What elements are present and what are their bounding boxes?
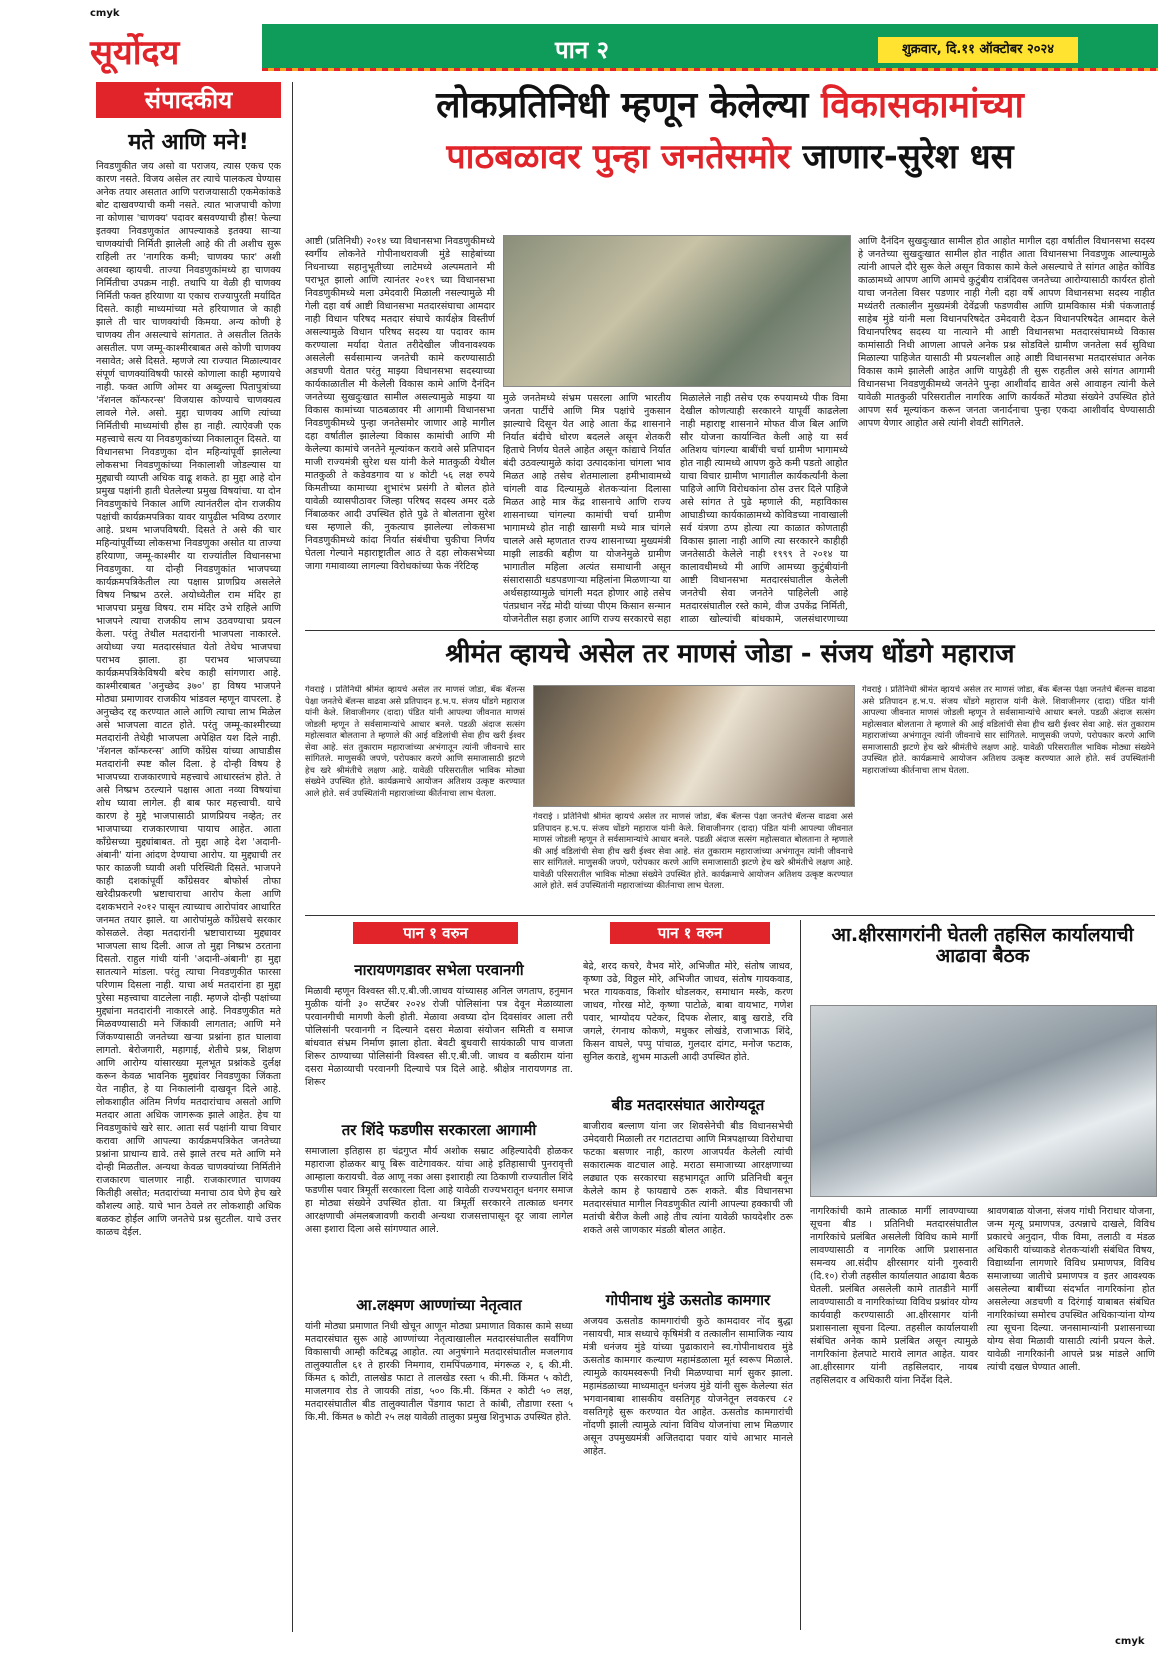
- lead-headline-line1-red: विकासकामांच्या: [820, 85, 1024, 126]
- second-story-body-right: गेवराई । प्रतिनिधी श्रीमंत व्हायचे असेल तर माणसं जोडा, बँक बॅलन्स पेक्षा जनतेचे बॅलन्स वाढवा असे प्रतिपादन ह.भ.प. संजय धोंडगे महाराज यांनी केले. शिवाजीनगर (दादा) पंडित यांनी आपल्या जीवनात माणसं जोडली म्हणून ते सर्वसामान्यांचे आधार बनले. पडळी अंदाज सत्संग महोत्सवात बोलताना ते म्हणाले की आई वडिलांची सेवा हीच खरी ईश्वर सेवा आहे. संत तुकाराम महाराजांच्या अभंगातून त्यांनी जीवनाचे सार सांगितले. माणुसकी जपणे, परोपकार करणे आणि समाजासाठी झटणे हेच खरे श्रीमंतीचे लक्षण आहे. यावेळी परिसरातील भाविक मोठ्या संख्येने उपस्थित होते. कार्यक्रमाचे आयोजन अतिशय उत्कृष्ट करण्यात आले होते. सर्व उपस्थितांनी महाराजांच्या कीर्तनाचा लाभ घेतला.: [862, 685, 1155, 776]
- issue-date: शुक्रवार, दि.११ ऑक्टोबर २०२४: [878, 37, 1078, 63]
- header-stripe: [262, 68, 1158, 71]
- continued-item5-title: बीड मतदारसंघात आरोग्यदूत: [611, 1096, 765, 1114]
- lead-headline-line2-black: जाणार-सुरेश धस: [802, 137, 1014, 177]
- continued-banner-right: पान १ वरुन: [610, 922, 770, 944]
- lead-story-photo: [503, 235, 851, 387]
- cmyk-mark-top: cmyk: [90, 8, 120, 19]
- continued-item5-body: बाजीराव बल्लाण यांना जर शिवसेनेची बीड विधानसभेची उमेदवारी मिळाली तर गटातटाचा आणि मित्रपक्षाच्या विरोधाचा फटका बसणार नाही, कारण आजपर्यंत केलेली त्यांची सकारात्मक वाटचाल आहे. मराठा समाजाच्या आरक्षणाच्या लढ्यात एक सरकारचा सहभागदूत आणि प्रतिनिधी बनून केलेले काम हे फायद्याचे ठरू शकते. बीड विधानसभा मतदारसंघात मागील निवडणुकीत त्यांनी आपल्या हक्काची जी मतांची बेरीज केली आहे तीच त्यांना यावेळी फायदेशीर ठरू शकते असे जाणकार मंडळी बोलत आहेत.: [583, 1121, 793, 1236]
- cmyk-mark-bottom: cmyk: [1115, 1636, 1145, 1647]
- lead-story-col2: मुळे जनतेमध्ये संभ्रम पसरला आणि भारतीय जनता पार्टीचे आणि मित्र पक्षांचे नुकसान झाल्याचे दिसून येत आहे आता केंद्र शासनाने निर्यात बंदीचे धोरण बदलले असून शेतकरी हिताचे निर्णय घेतले आहेत असून कांद्याचे निर्यात बंदी उठवल्यामुळे कांदा उत्पादकांना चांगला भाव मिळत आहे तसेच शेतमालाला हमीभावामध्ये चांगली वाढ दिल्यामुळे शेतकऱ्यांना दिलासा मिळत आहे मात्र केंद्र शासनाचे आणि राज्य शासनाच्या चांगल्या कामांची चर्चा ग्रामीण भागामध्ये होत नाही खासगी मध्ये मात्र चांगले चालले असे म्हणतात राज्य शासनाच्या मुख्यमंत्री माझी लाडकी बहीण या योजनेमुळे ग्रामीण भागातील महिला अत्यंत समाधानी असून संसारासाठी धडपडणाऱ्या महिलांना मिळणाऱ्या या अर्थसहाय्यामुळे चांगली मदत होणार आहे तसेच पंतप्रधान नरेंद्र मोदी यांच्या पीएम किसान सन्मान योजनेतील सहा हजार आणि राज्य सरकारचे सहा: [503, 393, 671, 625]
- meeting-story-headline: आ.क्षीरसागरांनी घेतली तहसिल कार्यालयाची आढावा बैठक: [831, 924, 1134, 968]
- continued-item2-body: समाजाला इतिहास हा चंद्रगुप्त मौर्य अशोक सम्राट अहिल्यादेवी होळकर महाराजा होळकर बापू बिरू वाटेगावकर. यांचा आहे इतिहासाची पुनरावृत्ती आम्हाला करायची. वेळ आणू नका असा इशाराही त्या ठिकाणी राज्यातील शिंदे फडणीस पवार त्रिमूर्ती सरकारला दिला आहे यावेळी राज्यभरातून धनगर समाज हा मोठ्या संख्येने उपस्थित होता. या त्रिमूर्ती सरकारने तात्काळ धनगर आरक्षणाची अंमलबजावणी करावी अन्यथा राजसत्तापासून दूर जावा लागेल असा इशारा दिला असे सांगण्यात आले.: [305, 1146, 573, 1235]
- section-divider-2: [305, 915, 1155, 916]
- continued-banner-left: पान १ वरुन: [353, 922, 518, 944]
- lead-story-col4: आणि दैनंदिन सुखदुःखात सामील होत आहोत मागील दहा वर्षातील विधानसभा सदस्य हे जनतेच्या सुखदुःखात सामील होत नाहीत आता विधानसभा निवडणुक आल्यामुळे त्यांनी आपले दौरे सुरू केले असून विकास कामे केले असल्याचे ते सांगत आहेत कोविड काळामध्ये आपण आणि आमचे कुटुंबीय रात्रंदिवस जनतेच्या आरोग्यासाठी कार्यरत होतो याचा जनतेला विसर पडणार नाही गेली दहा वर्षे आपण विधानसभा सदस्य नाहीत मध्यंतरी तत्कालीन मुख्यमंत्री देवेंद्रजी फडणवीस आणि ग्रामविकास मंत्री पंकजाताई साहेब मुंडे यांनी मला विधानपरिषदेत उमेदवारी देऊन विधानपरिषदेत आमदार केले विधानपरिषद सदस्य या नात्याने मी आष्टी विधानसभा मतदारसंघामध्ये विकास कामांसाठी निधी आणला आपले अनेक प्रश्न सोडविले ग्रामीण जनतेला सर्व सुविधा मिळाल्या पाहिजेत यासाठी मी प्रयत्नशील आहे आष्टी विधानसभा मतदारसंघात अनेक विकास कामे झालेली आहेत आणि यापुढेही ती सुरू राहतील असे सांगत आगामी विधानसभा निवडणुकीमध्ये जनतेने पुन्हा आशीर्वाद द्यावेत असे आवाहन त्यांनी केले यावेळी मातकुळी परिसरातील नागरिक आणि कार्यकर्ते मोठ्या संख्येने उपस्थित होते आपण सर्व मूल्यांकन करून जनता जनार्दनाचा पुन्हा एकदा आशीर्वाद घेण्यासाठी आपण येणार आहोत असे त्यांनी शेवटी सांगितले.: [858, 236, 1155, 429]
- section-divider: [305, 630, 1155, 631]
- lead-headline-line2-red: पाठबळावर पुन्हा जनतेसमोर: [446, 137, 791, 177]
- second-story-body-mid: गेवराई । प्रतिनिधी श्रीमंत व्हायचे असेल तर माणसं जोडा, बँक बॅलन्स पेक्षा जनतेचे बॅलन्स वाढवा असे प्रतिपादन ह.भ.प. संजय धोंडगे महाराज यांनी केले. शिवाजीनगर (दादा) पंडित यांनी आपल्या जीवनात माणसं जोडली म्हणून ते सर्वसामान्यांचे आधार बनले. पडळी अंदाज सत्संग महोत्सवात बोलताना ते म्हणाले की आई वडिलांची सेवा हीच खरी ईश्वर सेवा आहे. संत तुकाराम महाराजांच्या अभंगातून त्यांनी जीवनाचे सार सांगितले. माणुसकी जपणे, परोपकार करणे आणि समाजासाठी झटणे हेच खरे श्रीमंतीचे लक्षण आहे. यावेळी परिसरातील भाविक मोठ्या संख्येने उपस्थित होते. कार्यक्रमाचे आयोजन अतिशय उत्कृष्ट करण्यात आले होते. सर्व उपस्थितांनी महाराजांच्या कीर्तनाचा लाभ घेतला.: [533, 812, 853, 891]
- editorial-body: निवडणुकीत जय असो वा पराजय, त्यास एकच एक कारण नसते. विजय असेल तर त्याचे पालकत्व घेण्यास अनेक तयार असतात आणि पराजयासाठी एकमेकांकडे बोट दाखवण्याची कमी नसते. त्यात भाजपाची कोणा ना कोणास 'चाणक्य' पदावर बसवण्याची हौस! फेल्या इतक्या निवडणुकांत आपल्याकडे इतक्या साऱ्या चाणक्यांची निर्मिती झालेली आहे की ती अशीच सुरू राहिली तर 'नागरिक कमी; चाणक्य फार' अशी अवस्था व्हायची. ताज्या निवडणुकांमध्ये हा चाणक्य निर्मितीचा उपक्रम नाही. तथापि या वेळी ही चाणक्य निर्मिती फक्त हरियाणा या एकाच राज्यापुरती मर्यादित दिसते. काही माध्यमांच्या मते हरियाणात जे काही झाले ती चार चाणक्यांची किमया. अन्य कोणी हे चाणक्य तीन असल्याचे सांगतात. ते असतील तितके असतील. पण जम्मू-काश्मीरबाबत असे कोणी चाणक्य नसावेत; असे दिसते. म्हणजे त्या राज्यात मिळाल्यावर संपूर्ण चाणक्यांविषयी फारसे कोणाला काही म्हणायचे नाही. फक्त आणि ओमर या अब्दुल्ला पितापुत्रांच्या 'नॅशनल कॉन्फरन्स' विजयास कोण्याचे चाणक्यत्व लावले गेले. असो. मुद्दा चाणक्य आणि त्यांच्या निर्मितीची माध्यमांची हौस हा नाही. त्याऐवजी एक महत्त्वाचे सत्य या निवडणुकांच्या निकालातून दिसते. या विधानसभा निवडणुका दोन महिन्यांपूर्वी झालेल्या लोकसभा निवडणुकांच्या निकालाशी जोडल्यास या मुद्द्याची व्याप्ती अधिक वाढू शकते. हा मुद्दा आहे दोन प्रमुख पक्षांनी हाती घेतलेल्या प्रमुख विषयांचा. या दोन निवडणुकांचे निकाल आणि त्यानंतरील दोन राजकीय पक्षांची कार्यक्रमपत्रिका यावर यापुढील भविष्य ठरणार आहे. प्रथम भाजपविषयी. दिसते ते असे की चार महिन्यांपूर्वीच्या लोकसभा निवडणुका असोत या ताज्या हरियाणा, जम्मू-काश्मीर या राज्यांतील विधानसभा निवडणुका. या दोन्ही निवडणुकांत भाजपच्या कार्यक्रमपत्रिकेतील त्या पक्षास प्राणप्रिय असलेले विषय निष्प्रभ ठरले. अयोध्येतील राम मंदिर हा भाजपचा प्रमुख विषय. राम मंदिर उभे राहिले आणि भाजपने त्याचा राजकीय लाभ उठवण्याचा प्रयत्न केला. परंतु तेथील मतदारांनी भाजपला नाकारले. अयोध्या ज्या मतदारसंघात येतो तेथेच भाजपचा पराभव झाला. हा पराभव भाजपच्या कार्यक्रमपत्रिकेविषयी बरेच काही सांगणारा आहे. काश्मीरबाबत 'अनुच्छेद ३७०' हा विषय भाजपने मोठ्या प्रमाणावर राजकीय भांडवल म्हणून वापरला. हे अनुच्छेद रद्द करण्यात आले आणि त्याचा लाभ मिळेल असे भाजपला वाटत होते. परंतु जम्मू-काश्मीरच्या मतदारांनी तेथेही भाजपला अपेक्षित यश दिले नाही. 'नॅशनल कॉन्फरन्स' आणि काँग्रेस यांच्या आघाडीस मतदारांनी स्पष्ट कौल दिला. हे दोन्ही विषय हे भाजपच्या राजकारणाचे महत्त्वाचे आधारस्तंभ होते. ते असे निष्प्रभ ठरल्याने पक्षास आता नव्या विषयांचा शोध घ्यावा लागेल. ही बाब फार महत्त्वाची. याचे कारण हे मुद्दे भाजपासाठी प्राणप्रियच नव्हेत; तर भाजपाच्या राजकारणाचा पायाच आहेत. आता काँग्रेसच्या मुद्द्यांबाबत. तो मुद्दा आहे देश 'अदानी-अंबानी' यांना आंदण देण्याचा आरोप. या मुद्द्याची तर फार काळजी घ्यावी अशी परिस्थिती दिसते. भाजपने काही दशकांपूर्वी काँग्रेसवर बोफोर्स तोफा खरेदीप्रकरणी भ्रष्टाचाराचा आरोप केला आणि दशकभराने २०१२ पासून त्याच्याच आरोपांवर आधारित जनमत तयार झाले. या आरोपांमुळे काँग्रेसचे सरकार कोसळले. तेव्हा मतदारांनी भ्रष्टाचाराच्या मुद्द्यावर भाजपला साथ दिली. आज तो मुद्दा निष्प्रभ ठरताना दिसतो. राहुल गांधी यांनी 'अदानी-अंबानी' हा मुद्दा सातत्याने मांडला. परंतु त्याचा निवडणुकीत फारसा परिणाम दिसला नाही. याचा अर्थ मतदारांना हा मुद्दा पुरेसा महत्त्वाचा वाटलेला नाही. म्हणजे दोन्ही पक्षांच्या मुद्द्यांना मतदारांनी नाकारले आहे. निवडणुकीत मते मिळवण्यासाठी मने जिंकावी लागतात; आणि मने जिंकण्यासाठी जनतेच्या खऱ्या प्रश्नांना हात घालावा लागतो. बेरोजगारी, महागाई, शेतीचे प्रश्न, शिक्षण आणि आरोग्य यांसारख्या मूलभूत प्रश्नांकडे दुर्लक्ष करून केवळ भावनिक मुद्द्यांवर निवडणुका जिंकता येत नाहीत, हे या निकालांनी दाखवून दिले आहे. लोकशाहीत अंतिम निर्णय मतदारांचाच असतो आणि मतदार आता अधिक जागरूक झाले आहेत. हेच या निवडणुकांचे खरे सार. आता सर्व पक्षांनी याचा विचार करावा आणि आपल्या कार्यक्रमपत्रिकेत जनतेच्या प्रश्नांना प्राधान्य द्यावे. तसे झाले तरच मते आणि मने दोन्ही मिळतील. अन्यथा केवळ चाणक्यांच्या निर्मितीने राजकारण चालणार नाही. राजकारणात चाणक्य कितीही असोत; मतदारांच्या मनाचा ठाव घेणे हेच खरे कौशल्य आहे. याचे भान ठेवले तर लोकशाही अधिक बळकट होईल आणि जनतेचे प्रश्न सुटतील. याचे उत्तर काळच देईल.: [96, 161, 281, 1238]
- lead-headline-line2: [305, 138, 1155, 176]
- continued-item1-title: नारायणगडावर सभेला परवानगी: [354, 961, 524, 979]
- continued-item3-title: आ.लक्ष्मण आण्णांच्या नेतृत्वात: [356, 1296, 522, 1314]
- continued-item1-body: मिळावी म्हणून विश्वस्त सी.ए.बी.जी.जाधव यांच्यासह अनिल जगताप, हनुमान मुळीक यांनी ३० सप्टेंबर २०२४ रोजी पोलिसांना पत्र देवून मेळाव्याला परवानगीची मागणी केली होती. मेळावा अवघ्या दोन दिवसांवर आला तरी पोलिसांनी परवानगी न दिल्याने दसरा मेळावा संयोजन समिती व समाज बांधवात संभ्रम निर्माण झाला होता. बेवटी बुधवारी सायंकाळी पाच वाजता शिरूर ठाण्याच्या पोलिसांनी विश्वस्त सी.ए.बी.जी. जाधव व बळीराम यांना दसरा मेळाव्याची परवानगी दिल्याचे पत्र दिले आहे. श्रीक्षेत्र नारायणगड ता. शिरूर: [305, 986, 573, 1088]
- meeting-story-col2: श्रावणबाळ योजना, संजय गांधी निराधार योजना, जन्म मृत्यू प्रमाणपत्र, उत्पन्नाचे दाखले, विविध प्रकारचे अनुदान, पीक विमा, तलाठी व मंडळ अधिकारी यांच्याकडे शेतकऱ्यांशी संबंधित विषय, विद्यार्थ्यांना लागणारे विविध प्रमाणपत्र, विविध समाजाच्या जातीचे प्रमाणपत्र व इतर आवश्यक असलेल्या बाबींच्या संदर्भात नागरिकांना होत असलेल्या अडचणी व दिरंगाई याबाबत संबंधित नागरिकांच्या समोरच उपस्थित अधिकाऱ्यांना योग्य त्या सूचना दिल्या. जनसामान्यांनी प्रशासनाच्या योग्य सेवा मिळावी यासाठी त्यांनी प्रयत्न केले. यावेळी नागरिकांनी आपले प्रश्न मांडले आणि त्यांची दखल घेण्यात आली.: [987, 1206, 1155, 1373]
- editorial-tag: संपादकीय: [96, 82, 281, 118]
- page-label: पान २: [555, 36, 610, 64]
- lead-story-col1: आष्टी (प्रतिनिधी) २०१४ च्या विधानसभा निवडणुकीमध्ये स्वर्गीय लोकनेते गोपीनाथरावजी मुंडे साहेबांच्या निधनाच्या सहानुभूतीच्या लाटेमध्ये अल्पमताने मी पराभूत झालो आणि त्यानंतर २०१९ च्या विधानसभा निवडणुकीमध्ये मला उमेदवारी मिळाली नसल्यामुळे मी गेली दहा वर्ष आष्टी विधानसभा मतदारसंघाचा आमदार नाही विधान परिषद मतदार संघाचे कार्यक्षेत्र विस्तीर्ण असल्यामुळे विधान परिषद सदस्य या पदावर काम करण्याला मर्यादा येतात तरीदेखील जीवनावश्यक असलेली सर्वसामान्य जनतेची कामे करण्यासाठी अडचणी येतात परंतु माझ्या विधानसभा सदस्याच्या कार्यकाळातील मी केलेली विकास कामे आणि दैनंदिन जनतेच्या सुखदुःखात सामील असल्यामुळे माझ्या या विकास कामांच्या पाठबळावर मी आगामी विधानसभा निवडणुकीमध्ये पुन्हा जनतेसमोर जाणार आहे मागील दहा वर्षातील झालेल्या विकास कामांची आणि मी केलेल्या कामांचे जनतेने मूल्यांकन करावे असे प्रतिपादन माजी राज्यमंत्री सुरेश धस यांनी केले मातकुळी येथील मातकुळी ते कडेवडगाव या ४ कोटी ५६ लक्ष रुपये किमतीच्या कामाच्या शुभारंभ प्रसंगी ते बोलत होते यावेळी व्यासपीठावर जिल्हा परिषद सदस्य अमर दळे निंबाळकर आदी उपस्थित होते पुढे ते बोलताना सुरेश धस म्हणाले की, नुकत्याच झालेल्या लोकसभा निवडणुकीमध्ये कांदा निर्यात संबंधीचा चुकीचा निर्णय घेतला गेल्याने महाराष्ट्रातील आठ ते दहा लोकसभेच्या जागा गमावाव्या लागल्या विरोधकांच्या फेक नॅरेटिव्ह: [305, 236, 495, 572]
- column-divider: [292, 82, 293, 1632]
- lead-headline-line1-black: लोकप्रतिनिधी म्हणून केलेल्या: [436, 85, 809, 126]
- continued-item6-title: गोपीनाथ मुंडे ऊसतोड कामगार: [605, 1291, 771, 1309]
- meeting-story-col1: नागरिकांची कामे तात्काळ मार्गी लावण्याच्या सूचना बीड । प्रतिनिधी मतदारसंघातील नागरिकांचे प्रलंबित असलेली विविध कामे मार्गी लावण्यासाठी व नागरिक आणि प्रशासनात समन्वय आ.संदीप क्षीरसागर यांनी गुरुवारी (दि.१०) रोजी तहसील कार्यालयात आढावा बैठक घेतली. प्रलंबित असलेली कामे तातडीने मार्गी लावण्यासाठी व नागरिकांच्या विविध प्रश्नांवर योग्य कार्यवाही करण्यासाठी आ.क्षीरसागर यांनी प्रशासनाला सूचना दिल्या. तहसील कार्यालयाशी संबंधित अनेक कामे प्रलंबित असून त्यामुळे नागरिकांना हेलपाटे मारावे लागत आहेत. यावर आ.क्षीरसागर यांनी तहसिलदार, नायब तहसिलदार व अधिकारी यांना निर्देश दिले.: [810, 1206, 978, 1386]
- meeting-story-photo: [810, 1005, 1157, 1197]
- second-story-photo: [533, 685, 855, 807]
- second-story-headline: श्रीमंत व्हायचे असेल तर माणसं जोडा - संजय धोंडगे महाराज: [445, 639, 1015, 669]
- continued-item4-body: बेद्रे, शरद कचरे, वैभव मोरे, अभिजीत मोरे, संतोष जाधव, कृष्णा उढे, विठ्ठल मोरे, अभिजीत जाधव, संतोष गायकवाड, भरत गायकवाड, किशोर धोडलकर, समाधान मस्के, करण जाधव, गोरख मोटे, कृष्णा पाटोळे, बाबा वायभाट, गणेश पवार, भाग्योदय पटेकर, दिपक शेलार, बाबु खराडे, रवि जगले, रंगनाथ कोकणे, मधुकर लोखंडे, राजाभाऊ शिंदे, किसन वाघले, पप्पु पांचाळ, गुलदार दांगट, मनोज फटाक, सुनिल कराडे, शुभम माऊली आदी उपस्थित होते.: [583, 961, 793, 1063]
- masthead: सूर्योदय: [90, 33, 180, 73]
- editorial-title: मते आणि मने!: [128, 130, 249, 155]
- lead-story-col3: मिळालेले नाही तसेच एक रुपयामध्ये पीक विमा देखील कोणत्याही सरकारने यापूर्वी काढलेला नाही महाराष्ट्र शासनाने मोफत वीज बिल आणि सौर योजना कार्यान्वित केली आहे या सर्व अतिशय चांगल्या बाबींची चर्चा ग्रामीण भागामध्ये होत नाही त्यामध्ये आपण कुठे कमी पडतो आहोत याचा विचार ग्रामीण भागातील कार्यकर्त्यांनी केला पाहिजे आणि विरोधकांना ठोस उत्तर दिले पाहिजे असे सांगत ते पुढे म्हणाले की, महाविकास आघाडीच्या कार्यकाळामध्ये कोविडच्या नावाखाली सर्व यंत्रणा ठप्प होत्या त्या काळात कोणताही विकास झाला नाही आणि त्या सरकारने काहीही जनतेसाठी केलेले नाही १९९९ ते २०१४ या कालावधीमध्ये मी आणि आमच्या कुटुंबीयांनी आष्टी विधानसभा मतदारसंघातील केलेली जनतेची सेवा जनतेने पाहिलेली आहे मतदारसंघातील रस्ते कामे, वीज उपकेंद्र निर्मिती, शाळा खोल्यांची बांधकामे, जलसंधारणाच्या: [680, 393, 848, 625]
- continued-item2-title: तर शिंदे फडणीस सरकारला आगामी: [341, 1121, 537, 1139]
- second-story-body-left: गेवराई । प्रतिनिधी श्रीमंत व्हायचे असेल तर माणसं जोडा, बँक बॅलन्स पेक्षा जनतेचे बॅलन्स वाढवा असे प्रतिपादन ह.भ.प. संजय धोंडगे महाराज यांनी केले. शिवाजीनगर (दादा) पंडित यांनी आपल्या जीवनात माणसं जोडली म्हणून ते सर्वसामान्यांचे आधार बनले. पडळी अंदाज सत्संग महोत्सवात बोलताना ते म्हणाले की आई वडिलांची सेवा हीच खरी ईश्वर सेवा आहे. संत तुकाराम महाराजांच्या अभंगातून त्यांनी जीवनाचे सार सांगितले. माणुसकी जपणे, परोपकार करणे आणि समाजासाठी झटणे हेच खरे श्रीमंतीचे लक्षण आहे. यावेळी परिसरातील भाविक मोठ्या संख्येने उपस्थित होते. कार्यक्रमाचे आयोजन अतिशय उत्कृष्ट करण्यात आले होते. सर्व उपस्थितांनी महाराजांच्या कीर्तनाचा लाभ घेतला.: [305, 685, 525, 799]
- continued-item6-body: अजयव ऊसतोड कामगारांची कुठे कामदावर नोंद बुद्धा नसायची, मात्र सध्याचे कृषिमंत्री व तत्कालीन सामाजिक न्याय मंत्री धनंजय मुंडे यांच्या पुढाकाराने स्व.गोपीनाथराव मुंडे ऊसतोड कामगार कल्याण महामंडळाला मूर्त स्वरूप मिळाले. त्यामुळे कायमस्वरूपी निधी मिळण्याचा मार्ग सुकर झाला. महामंडळाच्या माध्यमातून धनंजय मुंडे यांनी सुरू केलेल्या संत भगवानबाबा शासकीय वसतिगृह योजनेतून लवकरच ८२ वसतिगृहे सुरू करण्यात येत आहेत. ऊसतोड कामगारांची नोंदणी झाली त्यामुळे त्यांना विविध योजनांचा लाभ मिळणार असून उपमुख्यमंत्री अजितदादा पवार यांचे आभार मानले आहेत.: [583, 1316, 793, 1457]
- column-divider-right: [800, 920, 801, 1630]
- lead-headline-line1: [305, 86, 1155, 126]
- continued-item3-body: यांनी मोठ्या प्रमाणात निधी खेचून आणून मोठ्या प्रमाणात विकास कामे सध्या मतदारसंघात सुरू आहे आण्णांच्या नेतृत्वाखालील मतदारसंघातील सर्वांगिण विकासाची आम्ही कटिबद्ध आहोत. त्या अनुषंगाने मतदारसंघातील मजलगाव तालुक्यातील ६१ ते हारकी निमगाव, रामपिंपळगाव, मंगरूळ २, ६ की.मी. किंमत ६ कोटी, तालखेड फाटा ते तालखेड रस्ता ५ की.मी. किंमत ५ कोटी, माजलगाव रोड ते जायकी तांडा, ५०० कि.मी. किंमत २ कोटी ५० लक्ष, मतदारसंघातील बीड तालुक्यातील पेंडगाव फाटा ते कांबी, तौडाणा रस्ता ५ कि.मी. किंमत ७ कोटी २५ लक्ष यावेळी तालुका प्रमुख शिनुभाऊ उपस्थित होते.: [305, 1321, 573, 1423]
